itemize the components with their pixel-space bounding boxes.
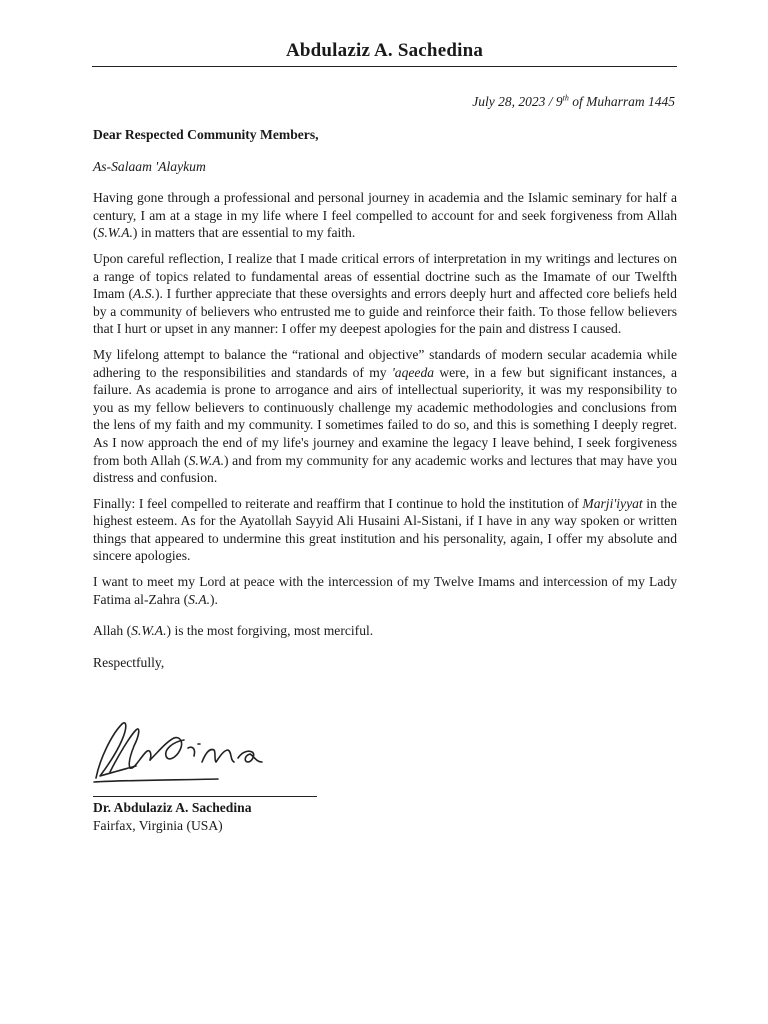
p3-aqeeda: 'aqeeda	[391, 364, 435, 380]
p1-honorific: S.W.A.	[97, 225, 133, 241]
greeting: As-Salaam 'Alaykum	[93, 158, 206, 174]
closing: Respectfully,	[93, 654, 165, 670]
p6-honorific: S.W.A.	[131, 623, 167, 639]
paragraph-1	[93, 189, 677, 242]
signatory-name: Dr. Abdulaziz A. Sachedina	[93, 800, 252, 815]
p4-marjiiyyat: Marji'iyyat	[582, 495, 643, 511]
date-hijri-day: 9	[555, 94, 563, 109]
paragraph-2	[93, 250, 677, 338]
signature-stroke-5	[202, 750, 234, 763]
handwritten-signature	[88, 706, 318, 790]
p3-text-a: My lifelong attempt to balance the “rational and objective” standards of modern secular academia while adhering to the responsibilities and standards of my	[93, 346, 677, 380]
signature-rule	[93, 796, 317, 797]
letter-date	[472, 94, 675, 110]
p6-text-c: ) is the most forgiving, most merciful.	[166, 623, 374, 639]
p4-text-c: in the highest esteem. As for the Ayatollah Sayyid Ali Husaini Al-Sistani, if I have in any way spoken or written things that appeared to undermine this great institution and his personality, again, I offer my absolute and sincere apologies.	[93, 495, 677, 564]
paragraph-6	[93, 622, 677, 640]
date-gregorian: July 28, 2023	[472, 94, 546, 109]
signature-stroke-1	[96, 723, 136, 778]
paragraph-3	[93, 346, 677, 487]
p2-honorific: A.S.	[133, 286, 155, 302]
signature-stroke-6	[238, 751, 262, 762]
p1-text-a: Having gone through a professional and personal journey in academia and the Islamic seminary for half a century, I am at a stage in my life where I feel compelled to account for and seek forgiveness from Allah (	[93, 190, 677, 241]
signature-stroke-3	[150, 738, 184, 760]
signature-stroke-7	[94, 779, 218, 782]
p5-text-c: ).	[210, 591, 218, 607]
p5-text-a: I want to meet my Lord at peace with the intercession of my Twelve Imams and intercession of my Lady Fatima al-Zahra (	[93, 574, 677, 607]
date-separator: /	[545, 94, 556, 109]
p6-text-a: Allah (	[93, 623, 132, 639]
p1-text-c: ) in matters that are essential to my faith.	[132, 225, 356, 241]
date-hijri-suffix: th	[562, 93, 569, 103]
paragraph-5	[93, 573, 677, 608]
p3-text-c: were, in a few but significant instances, a failure. As academia is prone to arrogance and airs of intellectual superiority, it was my responsibility to you as my fellow believers to continuously challenge my academic methodologies and conclusions from the lens of my faith and my community. I sometimes failed to do so, and this is something I deeply regret. As I now approach the end of my life's journey and examine the legacy I leave behind, I seek forgiveness from both Allah (	[93, 364, 678, 468]
signature-stroke-4	[188, 744, 200, 756]
letter-body	[93, 126, 677, 671]
p4-text-a: Finally: I feel compelled to reiterate and reaffirm that I continue to hold the institution of	[93, 495, 583, 511]
salutation: Dear Respected Community Members,	[93, 127, 319, 142]
p3-honorific: S.W.A.	[188, 452, 224, 468]
p5-honorific: S.A.	[188, 591, 211, 607]
p2-text-c: ). I further appreciate that these oversights and errors deeply hurt and affected core beliefs held by a community of believers who entrusted me to guide and reinforce their faith. To those fellow believers that I hurt or upset in any manner: I offer my deepest apologies for the pain and distress I caused.	[93, 286, 677, 337]
date-hijri-rest: of Muharram 1445	[568, 94, 675, 109]
paragraph-4	[93, 495, 677, 565]
signatory-location: Fairfax, Virginia (USA)	[93, 818, 223, 833]
p2-text-a: Upon careful reflection, I realize that I made critical errors of interpretation in my writings and lectures on a range of topics related to fundamental areas of essential doctrine such as the Imamate of our Twelfth Imam (	[93, 250, 677, 302]
p3-text-e: ) and from my community for any academic works and lectures that may have you distress and confusion.	[93, 452, 677, 486]
letterhead-name: Abdulaziz A. Sachedina	[285, 40, 484, 61]
letterhead-rule	[92, 66, 677, 67]
